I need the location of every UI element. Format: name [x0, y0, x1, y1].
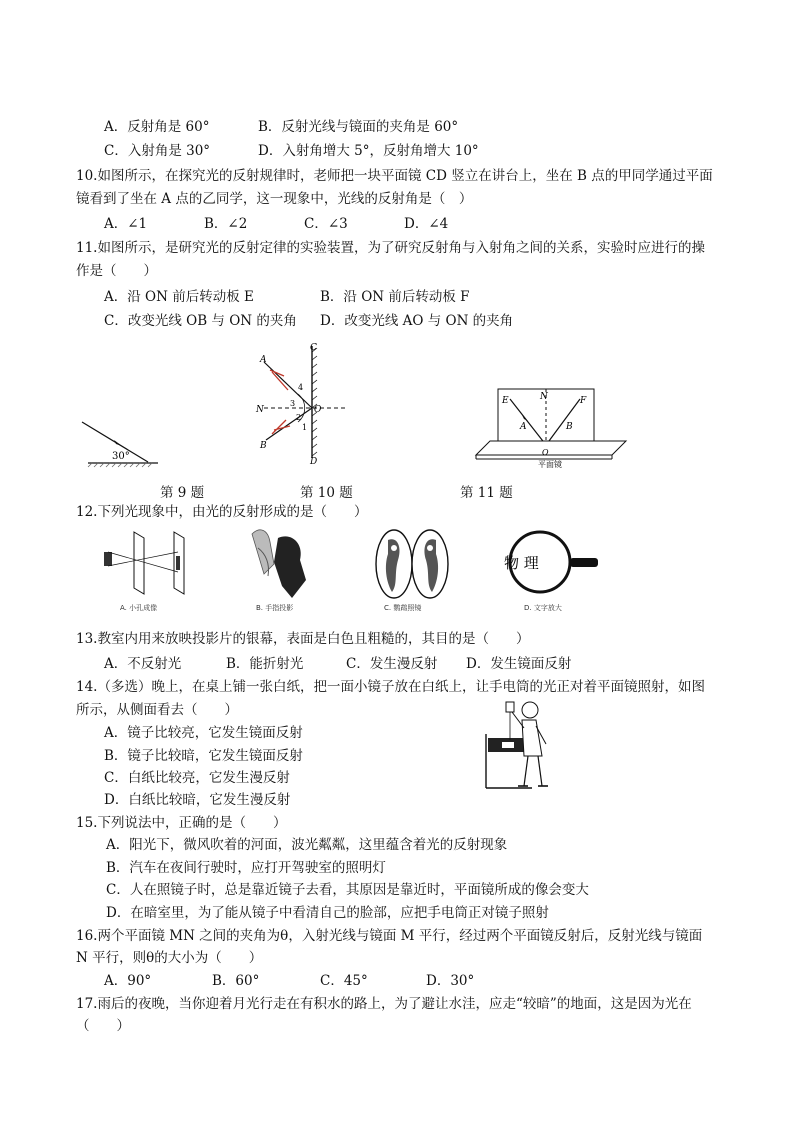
q10-caption: 第 10 题 [300, 485, 353, 501]
q9-option-a: A．反射角是 60° [104, 119, 210, 135]
q14-option-d: D．白纸比较暗，它发生漫反射 [104, 792, 291, 808]
q11-caption: 第 11 题 [460, 485, 513, 501]
q16-option-d: D．30° [426, 973, 475, 989]
q9-option-c: C．入射角是 30° [104, 143, 211, 159]
q11-option-d: D．改变光线 AO 与 ON 的夹角 [320, 313, 514, 329]
q13-option-b: B．能折射光 [226, 656, 304, 672]
magnifier-text: 物 理 [504, 554, 539, 572]
q14-option-a: A．镜子比较亮，它发生镜面反射 [104, 725, 303, 741]
parrot-mirror-icon [372, 526, 452, 602]
q11-label-f: F [580, 396, 587, 406]
q9-caption: 第 9 题 [160, 485, 205, 501]
q13-stem: 13.教室内用来放映投影片的银幕，表面是白色且粗糙的，其目的是（ ） [76, 631, 530, 647]
q11-label-mirror: 平面镜 [538, 460, 562, 469]
q17-stem-line1: 17.雨后的夜晚，当你迎着月光行走在有积水的路上，为了避让水洼，应走“较暗”的地面，这是因为光在 [76, 996, 692, 1012]
q16-stem-line2: N 平行，则θ的大小为（ ） [76, 950, 263, 966]
hand-shadow-icon [244, 524, 314, 600]
flashlight-person-icon [480, 700, 570, 795]
q10-label-o: O [314, 405, 322, 415]
q12-pic-b-label: B. 手指投影 [256, 604, 294, 612]
q16-stem-line1: 16.两个平面镜 MN 之间的夹角为θ，入射光线与镜面 M 平行，经过两个平面镜反射后，反射光线与镜面 [76, 928, 703, 944]
q12-pic-d-label: D. 文字放大 [524, 604, 562, 612]
q11-option-b: B．沿 ON 前后转动板 F [320, 289, 470, 305]
q15-option-c: C．人在照镜子时，总是靠近镜子去看，其原因是靠近时，平面镜所成的像会变大 [106, 882, 589, 898]
q10-label-b: B [260, 441, 267, 451]
q12-stem: 12.下列光现象中，由光的反射形成的是（ ） [76, 504, 368, 520]
q13-option-d: D．发生镜面反射 [466, 656, 572, 672]
q15-option-a: A．阳光下，微风吹着的河面，波光粼粼，这里蕴含着光的反射现象 [106, 837, 508, 853]
q11-label-n: N [540, 392, 548, 402]
q10-label-a: A [260, 355, 267, 365]
q9-option-d: D．入射角增大 5°，反射角增大 10° [258, 143, 479, 159]
q10-figure [250, 340, 360, 467]
q10-label-d: D [310, 457, 318, 467]
q14-option-b: B．镜子比较暗，它发生镜面反射 [104, 748, 303, 764]
q14-stem-line1: 14.（多选）晚上，在桌上铺一张白纸，把一面小镜子放在白纸上，让手电筒的光正对着平面镜照射，如图 [76, 679, 705, 695]
q15-option-d: D．在暗室里，为了能从镜子中看清自己的脸部，应把手电筒正对镜子照射 [106, 905, 549, 921]
q10-option-a: A．∠1 [104, 216, 148, 232]
q10-label-n: N [256, 405, 264, 415]
q11-stem-line1: 11.如图所示，是研究光的反射定律的实验装置，为了研究反射角与入射角之间的关系，实验时应进行的操 [76, 240, 705, 256]
q16-option-b: B．60° [212, 973, 260, 989]
q17-stem-line2: （ ） [76, 1018, 130, 1034]
q15-stem: 15.下列说法中，正确的是（ ） [76, 815, 287, 831]
magnifier-icon [494, 528, 604, 598]
q11-label-e: E [502, 396, 509, 406]
q10-stem-line2: 镜看到了坐在 A 点的乙同学，这一现象中，光线的反射角是（ ） [76, 191, 473, 207]
q10-angle-2: 2 [296, 413, 302, 422]
q13-option-a: A．不反射光 [104, 656, 182, 672]
q16-option-c: C．45° [320, 973, 368, 989]
q10-option-d: D．∠4 [404, 216, 449, 232]
q11-label-a: A [520, 422, 527, 432]
q12-pic-a-label: A. 小孔成像 [120, 604, 158, 612]
q10-option-c: C．∠3 [304, 216, 348, 232]
q14-stem-line2: 所示，从侧面看去（ ） [76, 702, 238, 718]
q10-stem-line1: 10.如图所示，在探究光的反射规律时，老师把一块平面镜 CD 竖立在讲台上，坐在 B 点的甲同学通过平面 [76, 168, 713, 184]
q11-stem-line2: 作是（ ） [76, 263, 157, 279]
q11-label-o: O [542, 448, 549, 457]
q15-option-b: B．汽车在夜间行驶时，应打开驾驶室的照明灯 [106, 860, 386, 876]
q10-label-c: C [310, 343, 317, 353]
q9-figure [82, 404, 162, 464]
pinhole-icon [100, 528, 200, 598]
q13-option-c: C．发生漫反射 [346, 656, 438, 672]
q12-pic-c-label: C. 鹦鹉照镜 [384, 604, 422, 612]
q10-angle-4: 4 [298, 383, 304, 392]
q9-option-b: B．反射光线与镜面的夹角是 60° [258, 119, 459, 135]
q16-option-a: A．90° [104, 973, 152, 989]
q10-angle-3: 3 [290, 399, 296, 408]
q11-option-c: C．改变光线 OB 与 ON 的夹角 [104, 313, 297, 329]
q14-option-c: C．白纸比较亮，它发生漫反射 [104, 770, 290, 786]
q11-figure [470, 385, 630, 469]
q10-option-b: B．∠2 [204, 216, 248, 232]
q11-label-b: B [566, 422, 573, 432]
q9-angle-label: 30° [112, 451, 130, 462]
q11-option-a: A．沿 ON 前后转动板 E [104, 289, 254, 305]
q10-angle-1: 1 [302, 423, 308, 432]
